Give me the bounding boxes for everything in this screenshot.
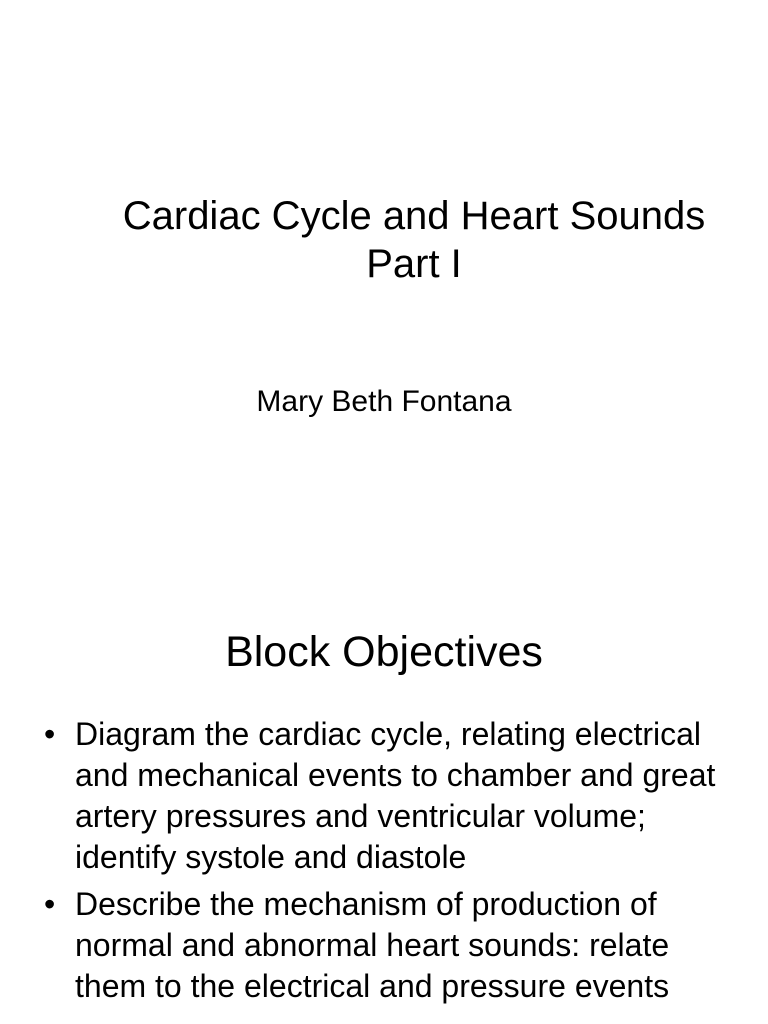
bullet-icon: •: [44, 716, 56, 752]
bullet-icon: •: [44, 886, 56, 922]
objectives-title: Block Objectives: [225, 628, 543, 676]
title-line-1: Cardiac Cycle and Heart Sounds: [122, 194, 706, 238]
objectives-list: [40, 714, 730, 1013]
list-item: [40, 714, 730, 878]
objectives-slide: [0, 576, 768, 1024]
author-name: Mary Beth Fontana: [256, 385, 512, 418]
bullet-text: Describe the mechanism of production of normal and abnormal heart sounds: relate them to the electrical and pressure events: [75, 886, 670, 1004]
bullet-text: Diagram the cardiac cycle, relating electrical and mechanical events to chamber and great artery pressures and ventricular volume; identify systole and diastole: [75, 716, 716, 875]
title-line-2: Part I: [366, 242, 462, 286]
slide-title: [60, 192, 768, 288]
list-item: [40, 884, 730, 1007]
